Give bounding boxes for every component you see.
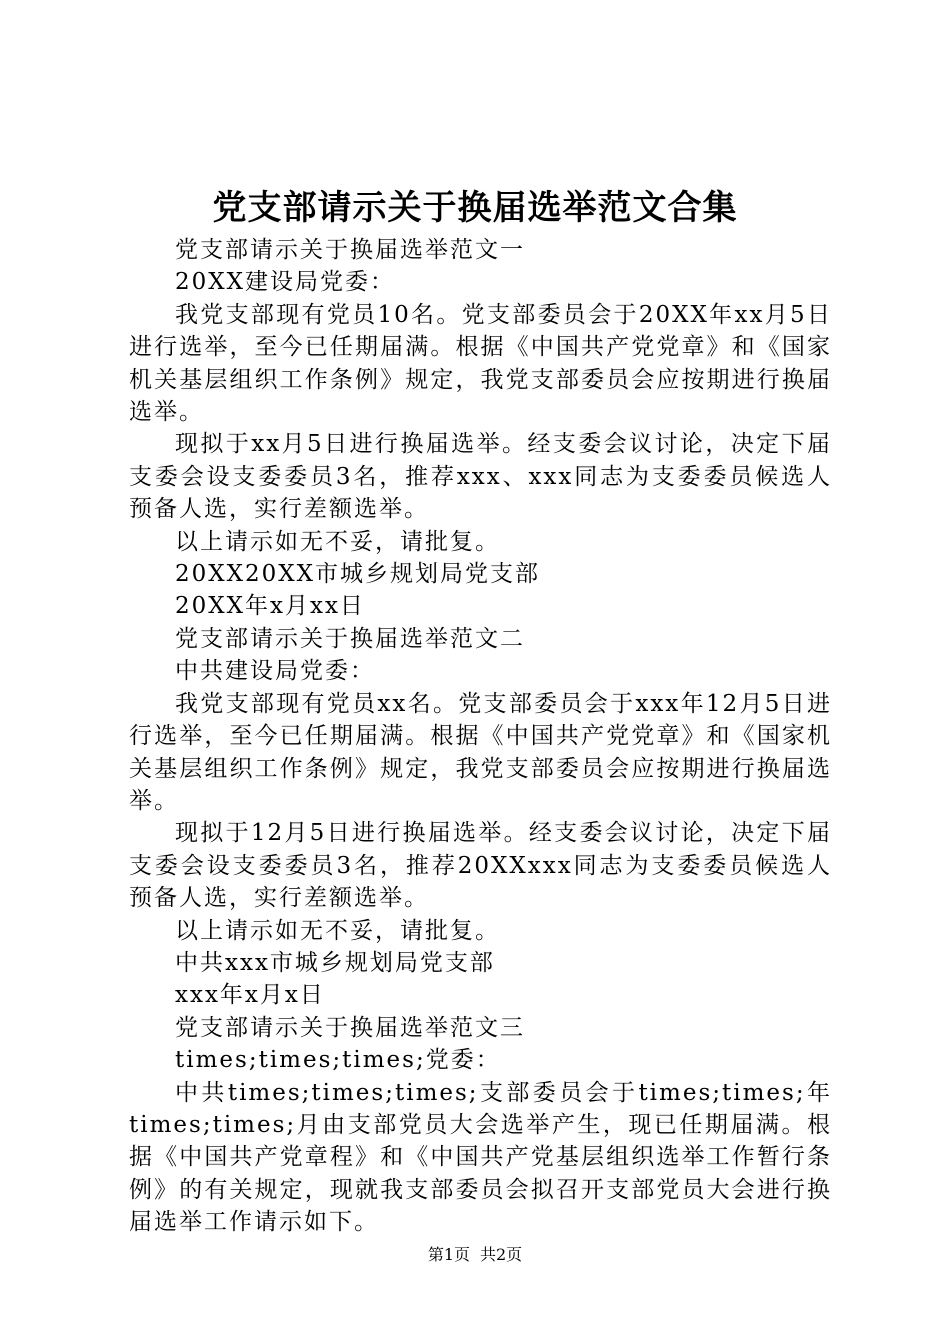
paragraph: 以上请示如无不妥，请批复。 (175, 528, 500, 555)
paragraph: 20XX建设局党委： (175, 269, 396, 296)
paragraph: 现拟于xx月5日进行换届选举。经支委会议讨论，决定下届支委会设支委委员3名，推荐xxx、xxx同志为支委委员候选人预备人选，实行差额选举。 (129, 431, 832, 523)
page-total: 共2页 (480, 1245, 523, 1264)
paragraph: 现拟于12月5日进行换届选举。经支委会议讨论，决定下届支委会设支委委员3名，推荐20XXxxx同志为支委委员候选人预备人选，实行差额选举。 (129, 820, 832, 912)
paragraph: 我党支部现有党员10名。党支部委员会于20XX年xx月5日进行选举，至今已任期届满。根据《中国共产党党章》和《国家机关基层组织工作条例》规定，我党支部委员会应按期进行换届选举。 (129, 301, 832, 426)
paragraph: xxx年x月x日 (175, 982, 325, 1009)
paragraph: 党支部请示关于换届选举范文一 (175, 237, 525, 263)
paragraph: 我党支部现有党员xx名。党支部委员会于xxx年12月5日进行选举，至今已任期届满。根据《中国共产党党章》和《国家机关基层组织工作条例》规定，我党支部委员会应按期进行换届选举。 (129, 690, 832, 814)
page-footer (0, 1244, 950, 1266)
paragraph: 20XX20XX市城乡规划局党支部 (175, 561, 541, 588)
paragraph: 以上请示如无不妥，请批复。 (175, 917, 500, 944)
paragraph: 中共times;times;times;支部委员会于times;times;年times;times;月由支部党员大会选举产生，现已任期届满。根据《中国共产党章程》和《中国共产党基层组织选举工作暂行条例》的有关规定，现就我支部委员会拟召开支部党员大会进行换届选举工作请示如下。 (129, 1079, 832, 1236)
paragraph: 中共xxx市城乡规划局党支部 (175, 949, 495, 976)
paragraph: 党支部请示关于换届选举范文二 (175, 625, 525, 652)
page-number: 第1页 (427, 1245, 470, 1264)
paragraph: 20XX年x月xx日 (175, 593, 365, 620)
document-title: 党支部请示关于换届选举范文合集 (212, 188, 738, 228)
paragraph: 党支部请示关于换届选举范文三 (175, 1014, 525, 1041)
document-body (129, 234, 832, 1239)
paragraph: 中共建设局党委： (175, 658, 375, 685)
paragraph: times;times;times;党委： (175, 1047, 501, 1074)
